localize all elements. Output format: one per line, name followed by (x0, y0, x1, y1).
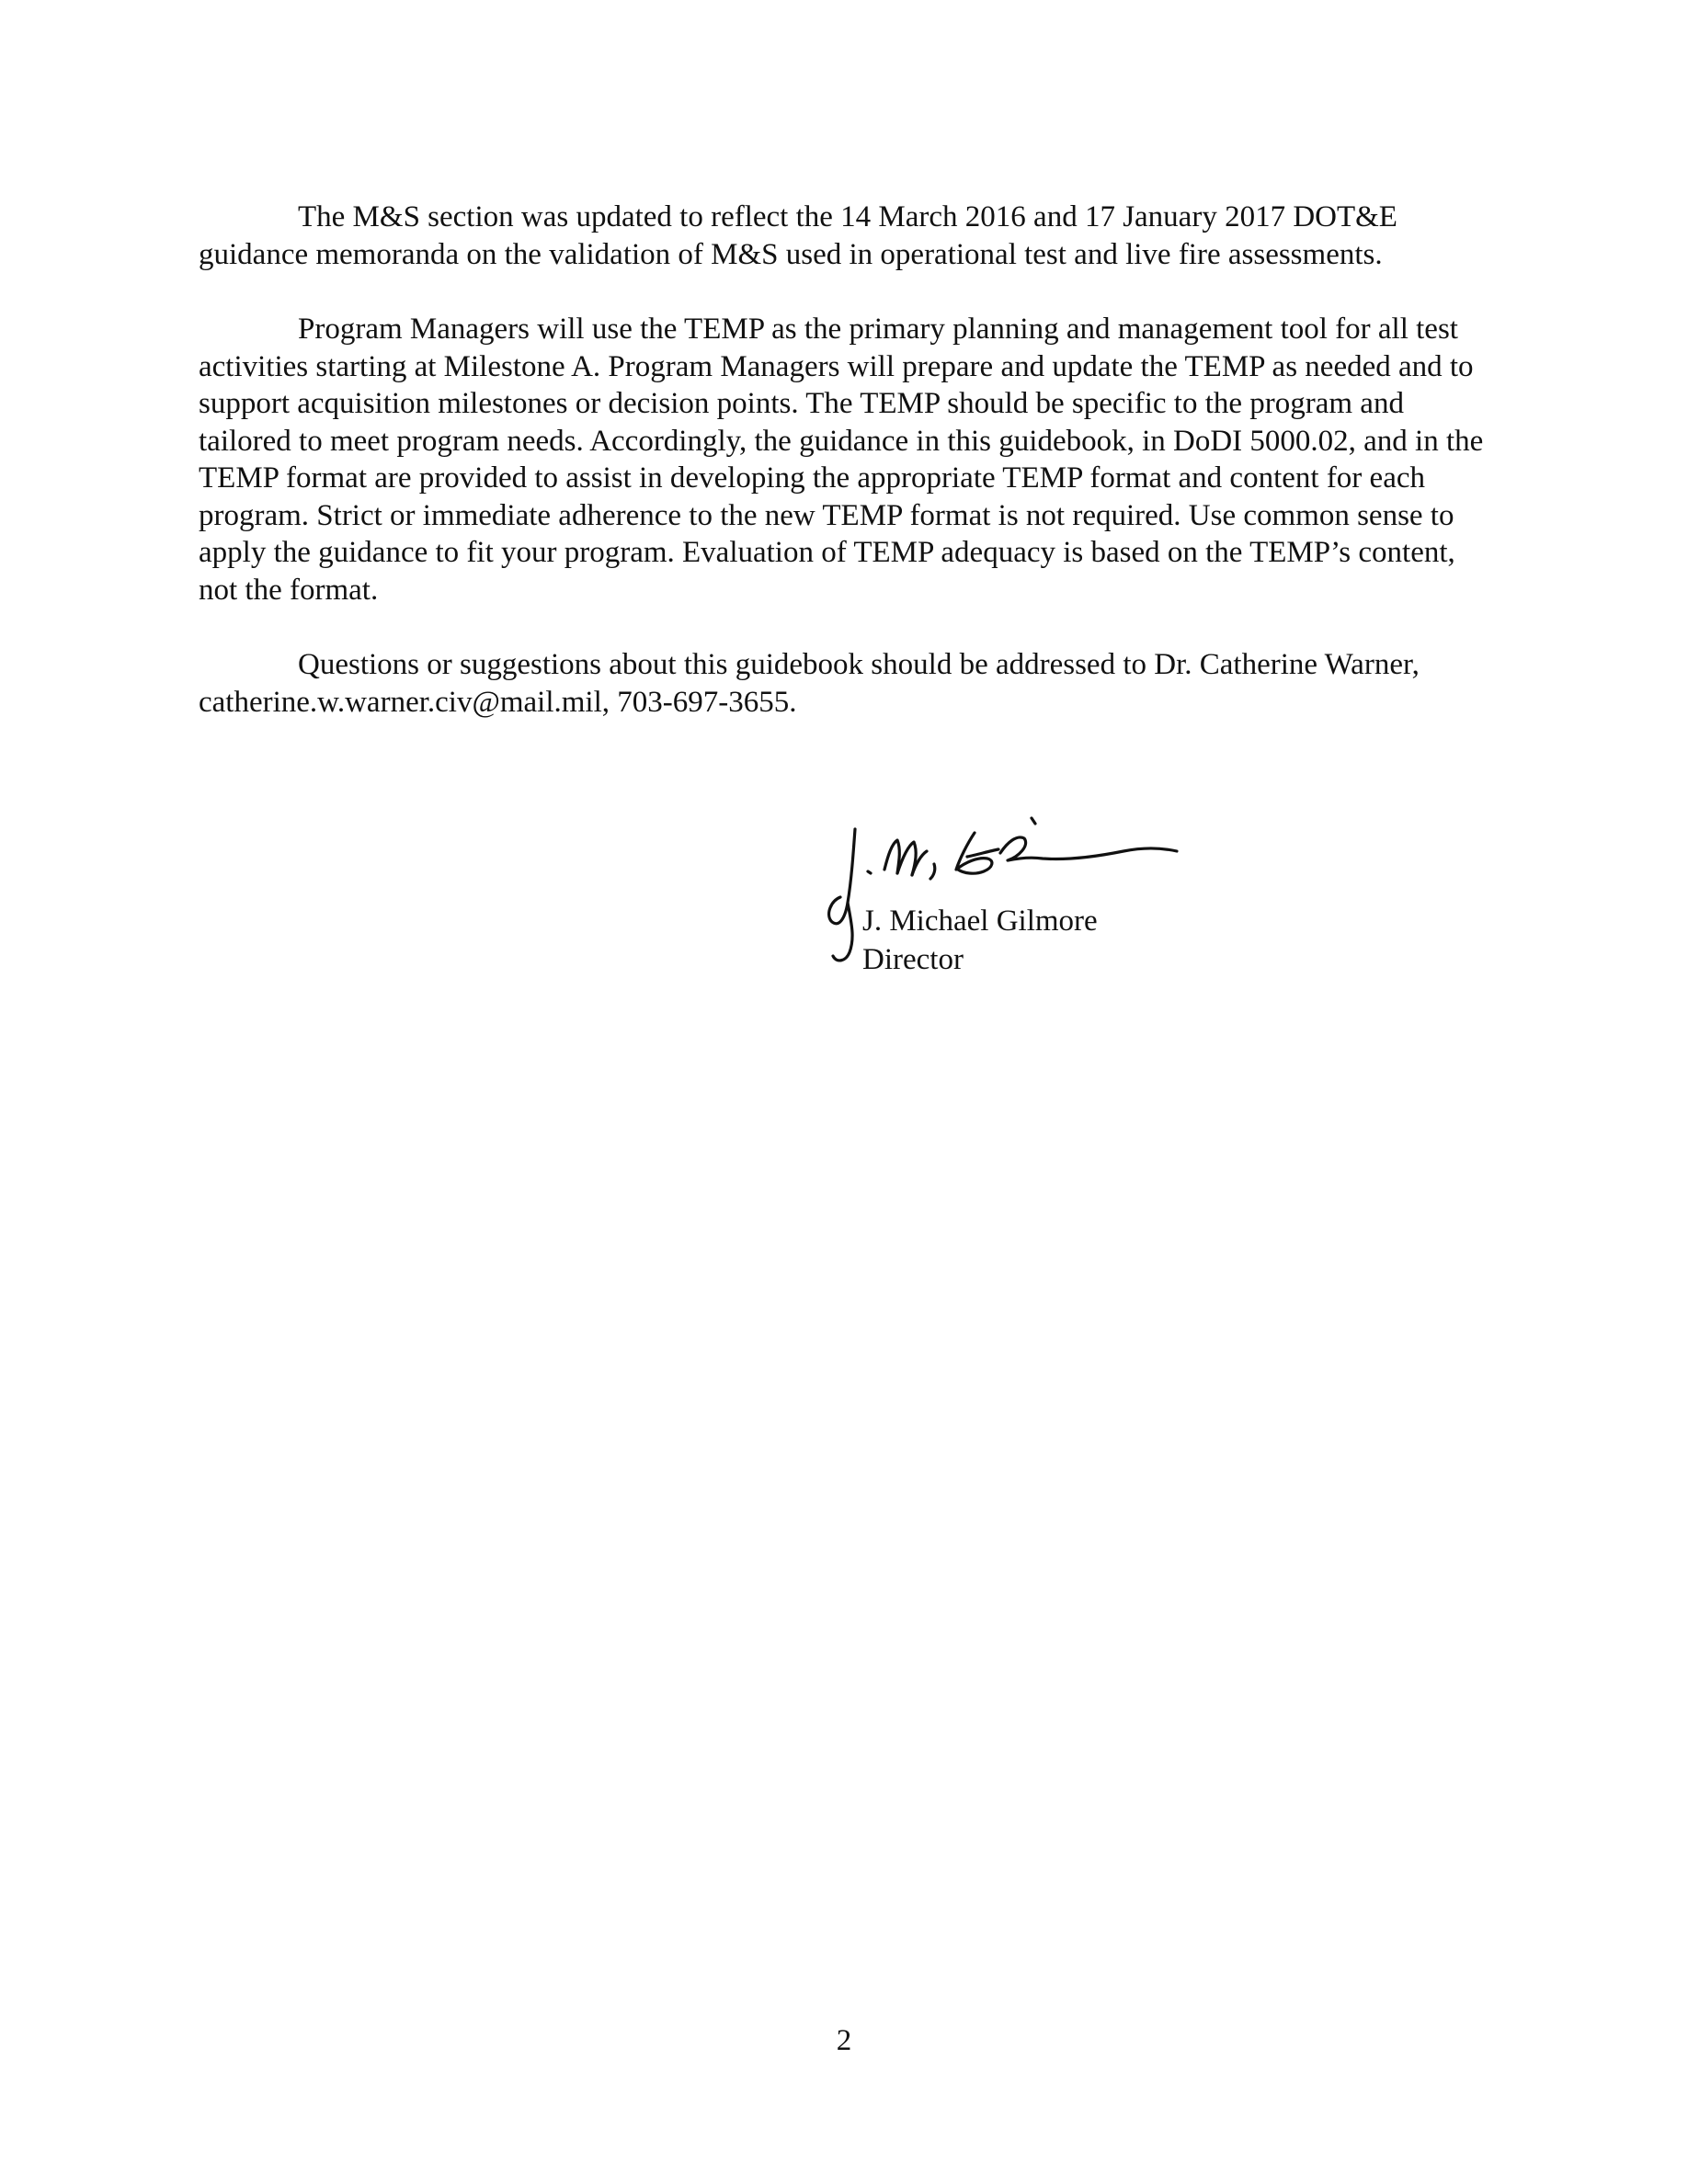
paragraph-questions-contact: Questions or suggestions about this guidebook should be addressed to Dr. Catherine Warner, catherine.w.warner.civ@mail.mil, 703-697-3655. (199, 648, 1420, 719)
signatory-name: J. Michael Gilmore (862, 904, 1098, 938)
page-number: 2 (836, 2024, 852, 2057)
document-body (199, 199, 1497, 758)
paragraph-ms-update: The M&S section was updated to reflect the 14 March 2016 and 17 January 2017 DOT&E guidance memoranda on the validation of M&S used in operational test and live fire assessments. (199, 200, 1397, 271)
signatory-title: Director (862, 943, 964, 976)
paragraph-program-managers: Program Managers will use the TEMP as the primary planning and management tool for all test activities starting at Milestone A. Program Managers will prepare and update the TEMP as needed and to support acquisition milestones or decision points. The TEMP should be specific to the program and tailored to meet program needs. Accordingly, the guidance in this guidebook, in DoDI 5000.02, and in the TEMP format are provided to assist in developing the appropriate TEMP format and content for each program. Strict or immediate adherence to the new TEMP format is not required. Use common sense to apply the guidance to fit your program. Evaluation of TEMP adequacy is based on the TEMP’s content, not the format. (199, 313, 1484, 607)
